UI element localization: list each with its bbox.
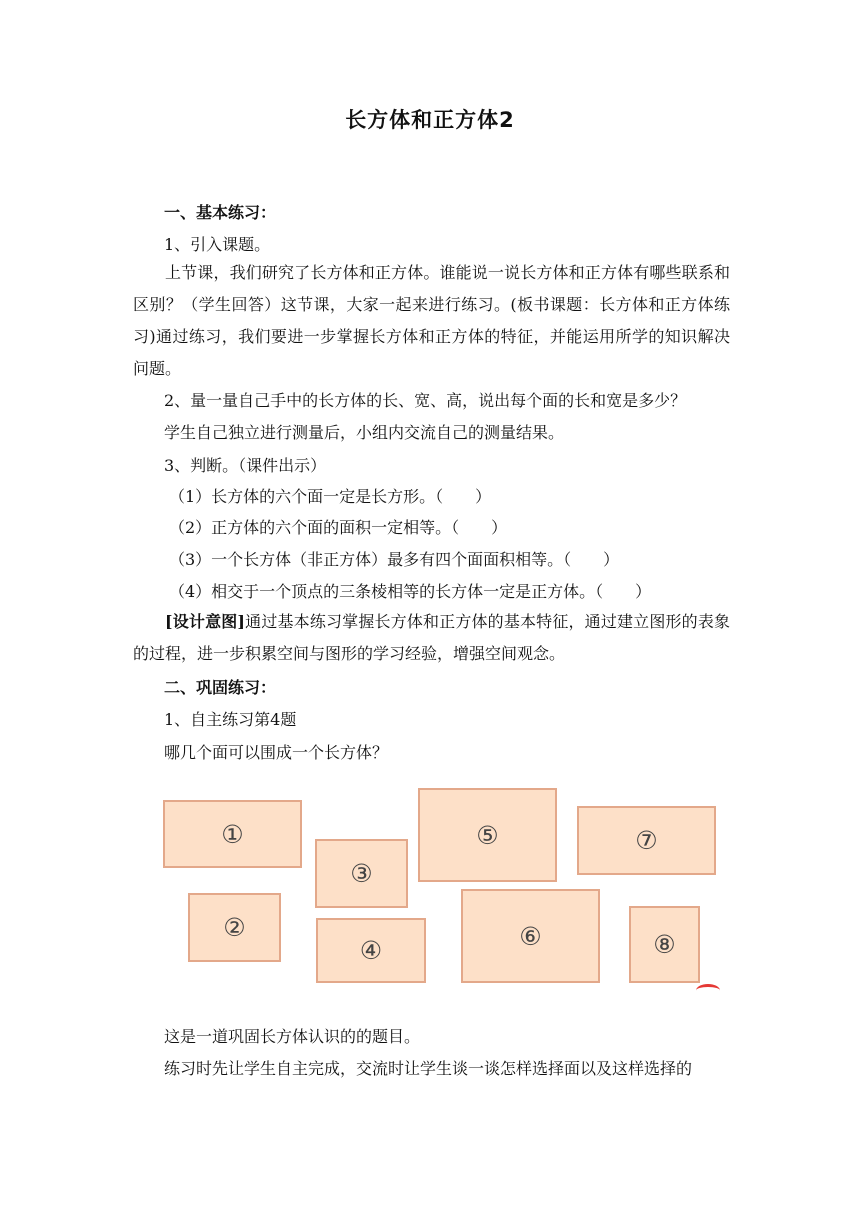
document-title: 长方体和正方体2 [345, 108, 515, 132]
section-2-heading: 二、巩固练习： [164, 678, 277, 697]
section-1-item-3: 3、判断。（课件出示） [164, 456, 327, 475]
face-1: ① [163, 800, 302, 868]
judge-item-1: （1）长方体的六个面一定是长方形。（ ） [169, 487, 492, 506]
section-1-item-1: 1、引入课题。 [164, 235, 271, 254]
design-intent-paragraph [133, 606, 730, 670]
section-2-item-1: 1、自主练习第4题 [164, 710, 297, 729]
face-7: ⑦ [577, 806, 716, 875]
after-paragraph-2: 练习时先让学生自主完成，交流时让学生谈一谈怎样选择面以及这样选择的 [164, 1059, 693, 1078]
face-5: ⑤ [418, 788, 557, 882]
after-paragraph-1: 这是一道巩固长方体认识的的题目。 [164, 1027, 421, 1046]
face-2: ② [188, 893, 281, 962]
section-1-item-2-note: 学生自己独立进行测量后，小组内交流自己的测量结果。 [164, 423, 565, 442]
section-2-question: 哪几个面可以围成一个长方体？ [164, 743, 389, 762]
face-4: ④ [316, 918, 426, 983]
red-mark-decoration [696, 984, 720, 997]
face-8: ⑧ [629, 906, 700, 983]
judge-item-3: （3）一个长方体（非正方体）最多有四个面面积相等。（ ） [169, 550, 620, 569]
section-1-item-2: 2、量一量自己手中的长方体的长、宽、高，说出每个面的长和宽是多少？ [164, 391, 687, 410]
intro-paragraph: 上节课，我们研究了长方体和正方体。谁能说一说长方体和正方体有哪些联系和区别？（学生回答）这节课，大家一起来进行练习。(板书课题：长方体和正方体练习)通过练习，我们要进一步掌握长方体和正方体的特征，并能运用所学的知识解决问题。 [133, 263, 730, 378]
judge-item-4: （4）相交于一个顶点的三条棱相等的长方体一定是正方体。（ ） [169, 582, 652, 601]
judge-item-2: （2）正方体的六个面的面积一定相等。（ ） [169, 518, 508, 537]
design-intent-tag: [设计意图] [165, 612, 245, 631]
face-3: ③ [315, 839, 408, 908]
section-1-heading: 一、基本练习： [164, 203, 277, 222]
design-intent-text: 通过基本练习掌握长方体和正方体的基本特征，通过建立图形的表象的过程，进一步积累空间与图形的学习经验，增强空间观念。 [133, 612, 730, 663]
face-6: ⑥ [461, 889, 600, 983]
